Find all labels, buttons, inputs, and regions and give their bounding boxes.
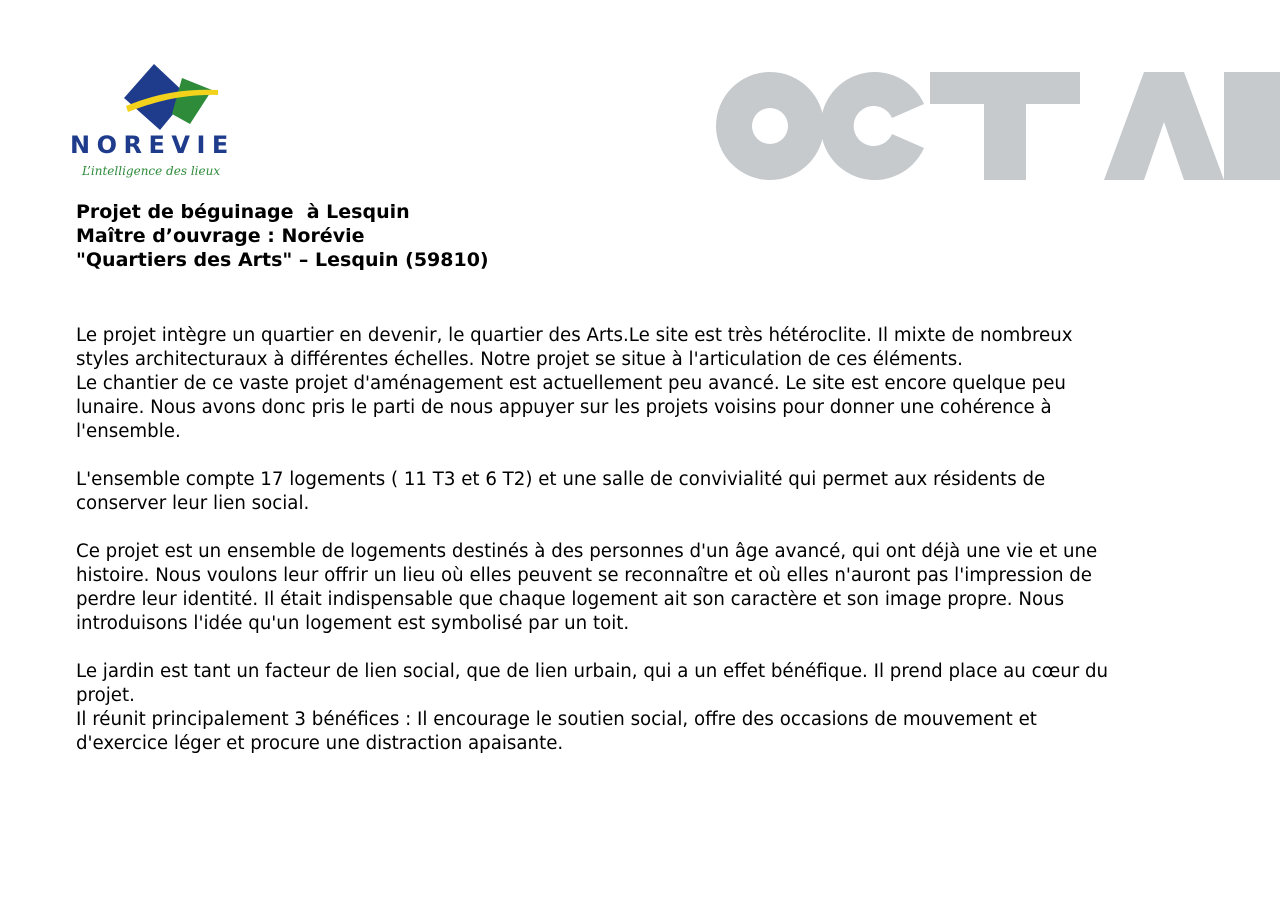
norevie-wordmark: NOREVIE xyxy=(70,131,235,159)
octa-logo xyxy=(716,72,1280,180)
project-title: Projet de béguinage à Lesquin xyxy=(76,201,410,223)
norevie-logo-mark xyxy=(120,62,220,132)
project-location: "Quartiers des Arts" – Lesquin (59810) xyxy=(76,249,489,271)
paragraph-garden: Le jardin est tant un facteur de lien social, que de lien urbain, qui a un effet bénéfique. Il prend place au cœur du projet. Il réunit principalement 3 bénéfices : Il encourage le soutien social, offre des occasions de mouvement et d'exercice léger et procure une distraction apaisante. xyxy=(76,661,1109,754)
project-description xyxy=(76,324,1216,780)
norevie-tagline: L’intelligence des lieux xyxy=(82,164,221,178)
paragraph-residents: Ce projet est un ensemble de logements destinés à des personnes d'un âge avancé, qui ont déjà une vie et une histoire. Nous voulons leur offrir un lieu où elles peuvent se reconnaître et où elles n'auront pas l'impression de perdre leur identité. Il était indispensable que chaque logement ait son caractère et son image propre. Nous introduisons l'idée qu'un logement est symbolisé par un toit. xyxy=(76,541,1098,634)
paragraph-site: Le projet intègre un quartier en devenir, le quartier des Arts.Le site est très hétéroclite. Il mixte de nombreux styles architecturaux à différentes échelles. Notre projet se situe à l'articulation de ces éléments. Le chantier de ce vaste projet d'aménagement est actuellement peu avancé. Le site est encore quelque peu lunaire. Nous avons donc pris le parti de nous appuyer sur les projets voisins pour donner une cohérence à l'ensemble. xyxy=(76,325,1073,442)
project-header xyxy=(76,200,776,272)
norevie-logo xyxy=(70,62,266,184)
paragraph-housing-count: L'ensemble compte 17 logements ( 11 T3 et 6 T2) et une salle de convivialité qui permet aux résidents de conserver leur lien social. xyxy=(76,469,1046,514)
project-owner: Maître d’ouvrage : Norévie xyxy=(76,225,365,247)
